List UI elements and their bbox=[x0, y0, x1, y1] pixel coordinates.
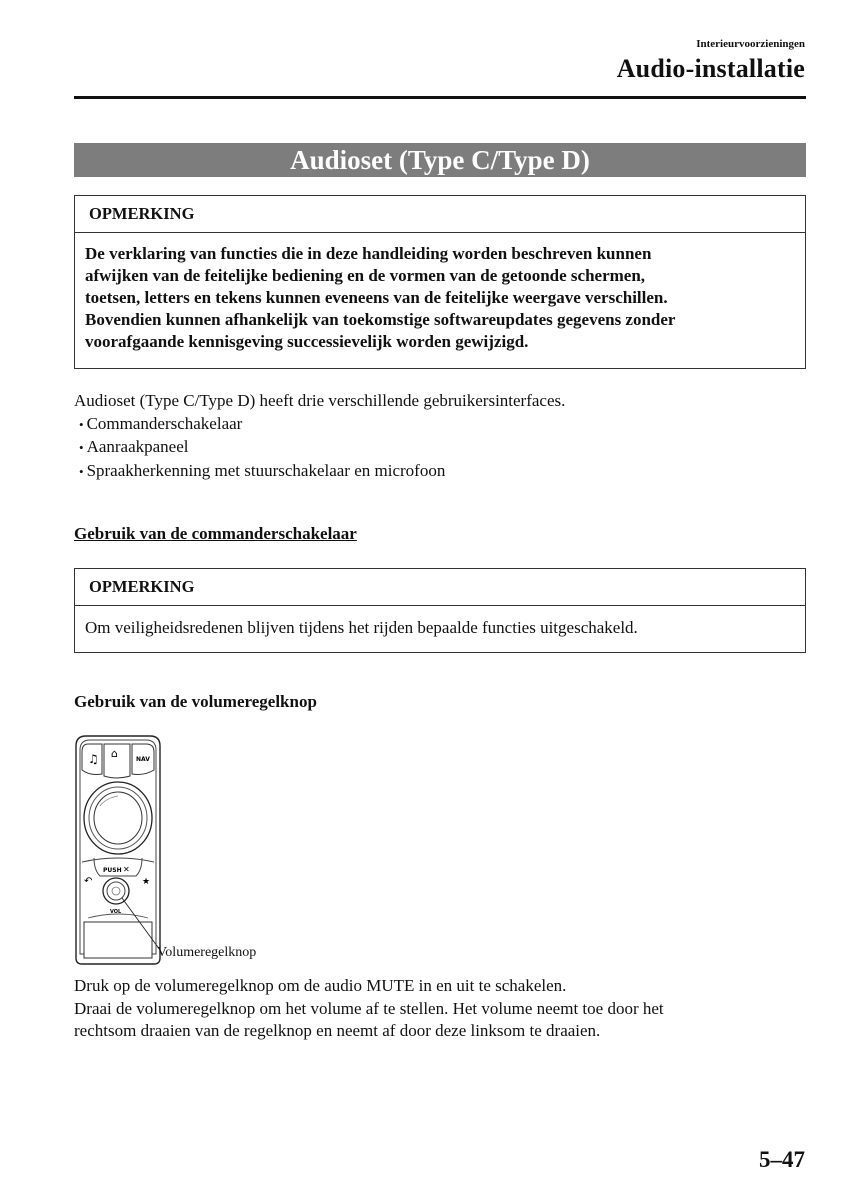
intro-text: Audioset (Type C/Type D) heeft drie verschillende gebruikersinterfaces. bbox=[74, 391, 566, 410]
mute-icon: ✕ bbox=[123, 865, 130, 874]
list-item: • Spraakherkenning met stuurschakelaar en microfoon bbox=[74, 460, 565, 484]
note-line: De verklaring van functies die in deze handleiding worden beschreven kunnen bbox=[85, 244, 652, 263]
figure-label: Volumeregelknop bbox=[157, 945, 257, 960]
paragraph-line: rechtsom draaien van de regelknop en neemt af door deze linksom te draaien. bbox=[74, 1021, 601, 1040]
intro-section bbox=[74, 390, 565, 483]
main-title: Audioset (Type C/Type D) bbox=[74, 143, 806, 177]
note-line: toetsen, letters en tekens kunnen eveneens van de feitelijke weergave verschillen. bbox=[85, 288, 668, 307]
note-line: voorafgaande kennisgeving successievelijk worden gewijzigd. bbox=[85, 332, 529, 351]
header-rule bbox=[74, 96, 806, 99]
push-label: PUSH bbox=[103, 867, 122, 874]
back-icon: ↶ bbox=[84, 876, 93, 887]
vol-label: VOL bbox=[110, 909, 122, 915]
section-heading-volume: Gebruik van de volumeregelknop bbox=[74, 692, 317, 711]
nav-button-label: NAV bbox=[136, 756, 150, 763]
list-item: • Aanraakpaneel bbox=[74, 436, 565, 460]
volume-instructions bbox=[74, 975, 806, 1043]
star-icon: ★ bbox=[142, 877, 151, 887]
section-heading-commander: Gebruik van de commanderschakelaar bbox=[74, 524, 357, 543]
note-box-disclaimer bbox=[74, 195, 806, 369]
commander-switch-illustration bbox=[70, 732, 310, 968]
header-title: Audio-installatie bbox=[616, 54, 805, 83]
note-line: afwijken van de feitelijke bediening en de vormen van de getoonde schermen, bbox=[85, 266, 646, 285]
note-box-safety bbox=[74, 568, 806, 653]
list-item: • Commanderschakelaar bbox=[74, 413, 565, 437]
interface-list bbox=[74, 413, 565, 484]
note-body bbox=[75, 233, 805, 353]
note-heading: OPMERKING bbox=[75, 196, 805, 233]
home-icon: ⌂ bbox=[111, 747, 118, 760]
note-line: Bovendien kunnen afhankelijk van toekomstige softwareupdates gegevens zonder bbox=[85, 310, 676, 329]
paragraph-line: Draai de volumeregelknop om het volume af te stellen. Het volume neemt toe door het bbox=[74, 998, 664, 1018]
paragraph-line: Druk op de volumeregelknop om de audio MUTE in en uit te schakelen. bbox=[74, 976, 567, 995]
note-heading: OPMERKING bbox=[75, 569, 805, 606]
header-section-label: Interieurvoorzieningen bbox=[696, 38, 805, 50]
note-body: Om veiligheidsredenen blijven tijdens het rijden bepaalde functies uitgeschakeld. bbox=[85, 618, 638, 637]
music-note-icon: ♫ bbox=[88, 752, 99, 766]
page-number: 5–47 bbox=[759, 1147, 805, 1172]
